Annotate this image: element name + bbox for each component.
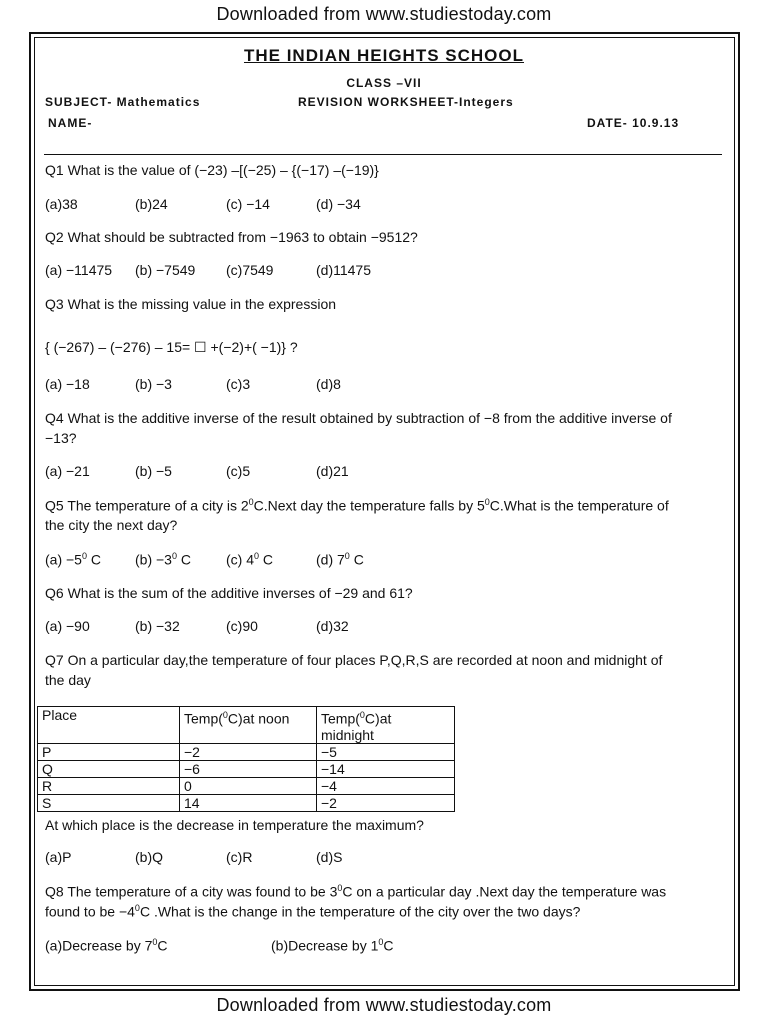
q3-option-c: (c)3 bbox=[226, 376, 251, 392]
cell-midnight: −4 bbox=[317, 777, 455, 794]
temperature-table bbox=[37, 706, 455, 812]
q5-option-c: (c) $4^0$ C bbox=[226, 551, 274, 568]
table-row bbox=[38, 760, 455, 777]
q7-text-line2: the day bbox=[45, 672, 91, 688]
q8-text-line1: Q8 The temperature of a city was found to be $3^0C$ on a particular day .Next day the temperature was bbox=[45, 883, 667, 900]
date-label: DATE- 10.9.13 bbox=[587, 116, 680, 130]
header-divider bbox=[44, 154, 722, 155]
header-midnight: Temp($^0$C)at midnight bbox=[317, 707, 455, 744]
q7-option-d: (d)S bbox=[316, 849, 343, 865]
cell-midnight: −14 bbox=[317, 760, 455, 777]
q4-text-line2: −13? bbox=[45, 430, 77, 446]
q2-option-c: (c)7549 bbox=[226, 262, 274, 278]
q2-option-a: (a) −11475 bbox=[45, 262, 113, 278]
q7-option-a: (a)P bbox=[45, 849, 72, 865]
cell-noon: −2 bbox=[180, 743, 317, 760]
q5-option-d: (d) $7^0$ C bbox=[316, 551, 364, 568]
top-banner: Downloaded from www.studiestoday.com bbox=[216, 4, 552, 24]
q6-option-b: (b) −32 bbox=[135, 618, 180, 634]
q2-option-b: (b) −7549 bbox=[135, 262, 196, 278]
cell-midnight: −2 bbox=[317, 794, 455, 811]
q4-option-d: (d)21 bbox=[316, 463, 349, 479]
q8-text-line2: found to be $-4^0C$ .What is the change in the temperature of the city over the two days? bbox=[45, 903, 581, 920]
cell-place: S bbox=[38, 794, 180, 811]
q1-option-a: (a)38 bbox=[45, 196, 78, 212]
header-noon: Temp($^0$C)at noon bbox=[180, 707, 317, 744]
class-label: CLASS –VII bbox=[346, 76, 422, 90]
cell-midnight: −5 bbox=[317, 743, 455, 760]
q5-option-b: $(b) -3^0$ C bbox=[135, 551, 191, 568]
q4-option-b: (b) −5 bbox=[135, 463, 172, 479]
header-place: Place bbox=[38, 707, 180, 744]
cell-place: R bbox=[38, 777, 180, 794]
q8-option-a: (a)Decrease by $7^0C$ bbox=[45, 937, 168, 954]
q5-text-line1: Q5 The temperature of a city is $2^0C.Next$ day the temperature falls by $5^0C.What$ is the temperature of bbox=[45, 497, 669, 514]
cell-noon: 14 bbox=[180, 794, 317, 811]
school-name: THE INDIAN HEIGHTS SCHOOL bbox=[243, 46, 524, 65]
cell-place: P bbox=[38, 743, 180, 760]
q6-option-a: (a) −90 bbox=[45, 618, 90, 634]
q1-text: Q1 What is the value of (−23) –[(−25) – {(−17) –(−19)} bbox=[45, 162, 379, 178]
table-header-row bbox=[38, 707, 455, 744]
q3-option-b: (b) −3 bbox=[135, 376, 172, 392]
worksheet-title: REVISION WORKSHEET-Integers bbox=[298, 95, 514, 109]
q1-option-d: (d) −34 bbox=[316, 196, 361, 212]
q6-text: Q6 What is the sum of the additive inverses of −29 and 61? bbox=[45, 585, 413, 601]
cell-noon: 0 bbox=[180, 777, 317, 794]
bottom-banner: Downloaded from www.studiestoday.com bbox=[216, 995, 552, 1015]
q1-option-c: (c) −14 bbox=[226, 196, 270, 212]
q5-option-a: $(a) -5^0$ C bbox=[45, 551, 101, 568]
table-row bbox=[38, 794, 455, 811]
q7-option-c: (c)R bbox=[226, 849, 253, 865]
q3-expression: { (−267) – (−276) – 15= ☐ +(−2)+( −1)} ? bbox=[45, 339, 298, 355]
q7-question: At which place is the decrease in temperature the maximum? bbox=[45, 817, 424, 833]
q5-text-line2: the city the next day? bbox=[45, 517, 178, 533]
name-label: NAME- bbox=[48, 116, 93, 130]
q7-text-line1: Q7 On a particular day,the temperature of four places P,Q,R,S are recorded at noon and midnight of bbox=[45, 652, 663, 668]
q8-option-b: (b)Decrease by $1^0C$ bbox=[271, 937, 394, 954]
q1-option-b: (b)24 bbox=[135, 196, 168, 212]
q3-option-a: (a) −18 bbox=[45, 376, 90, 392]
q4-text-line1: Q4 What is the additive inverse of the result obtained by subtraction of −8 from the additive inverse of bbox=[45, 410, 672, 426]
q4-option-c: (c)5 bbox=[226, 463, 251, 479]
q2-text: Q2 What should be subtracted from −1963 to obtain −9512? bbox=[45, 229, 418, 245]
q7-option-b: (b)Q bbox=[135, 849, 163, 865]
q2-option-d: (d)11475 bbox=[316, 262, 372, 278]
table-row bbox=[38, 743, 455, 760]
q3-text: Q3 What is the missing value in the expression bbox=[45, 296, 337, 312]
cell-noon: −6 bbox=[180, 760, 317, 777]
q6-option-d: (d)32 bbox=[316, 618, 349, 634]
subject-label: SUBJECT- Mathematics bbox=[45, 95, 201, 109]
q6-option-c: (c)90 bbox=[226, 618, 258, 634]
cell-place: Q bbox=[38, 760, 180, 777]
q4-option-a: (a) −21 bbox=[45, 463, 90, 479]
q3-option-d: (d)8 bbox=[316, 376, 341, 392]
table-row bbox=[38, 777, 455, 794]
